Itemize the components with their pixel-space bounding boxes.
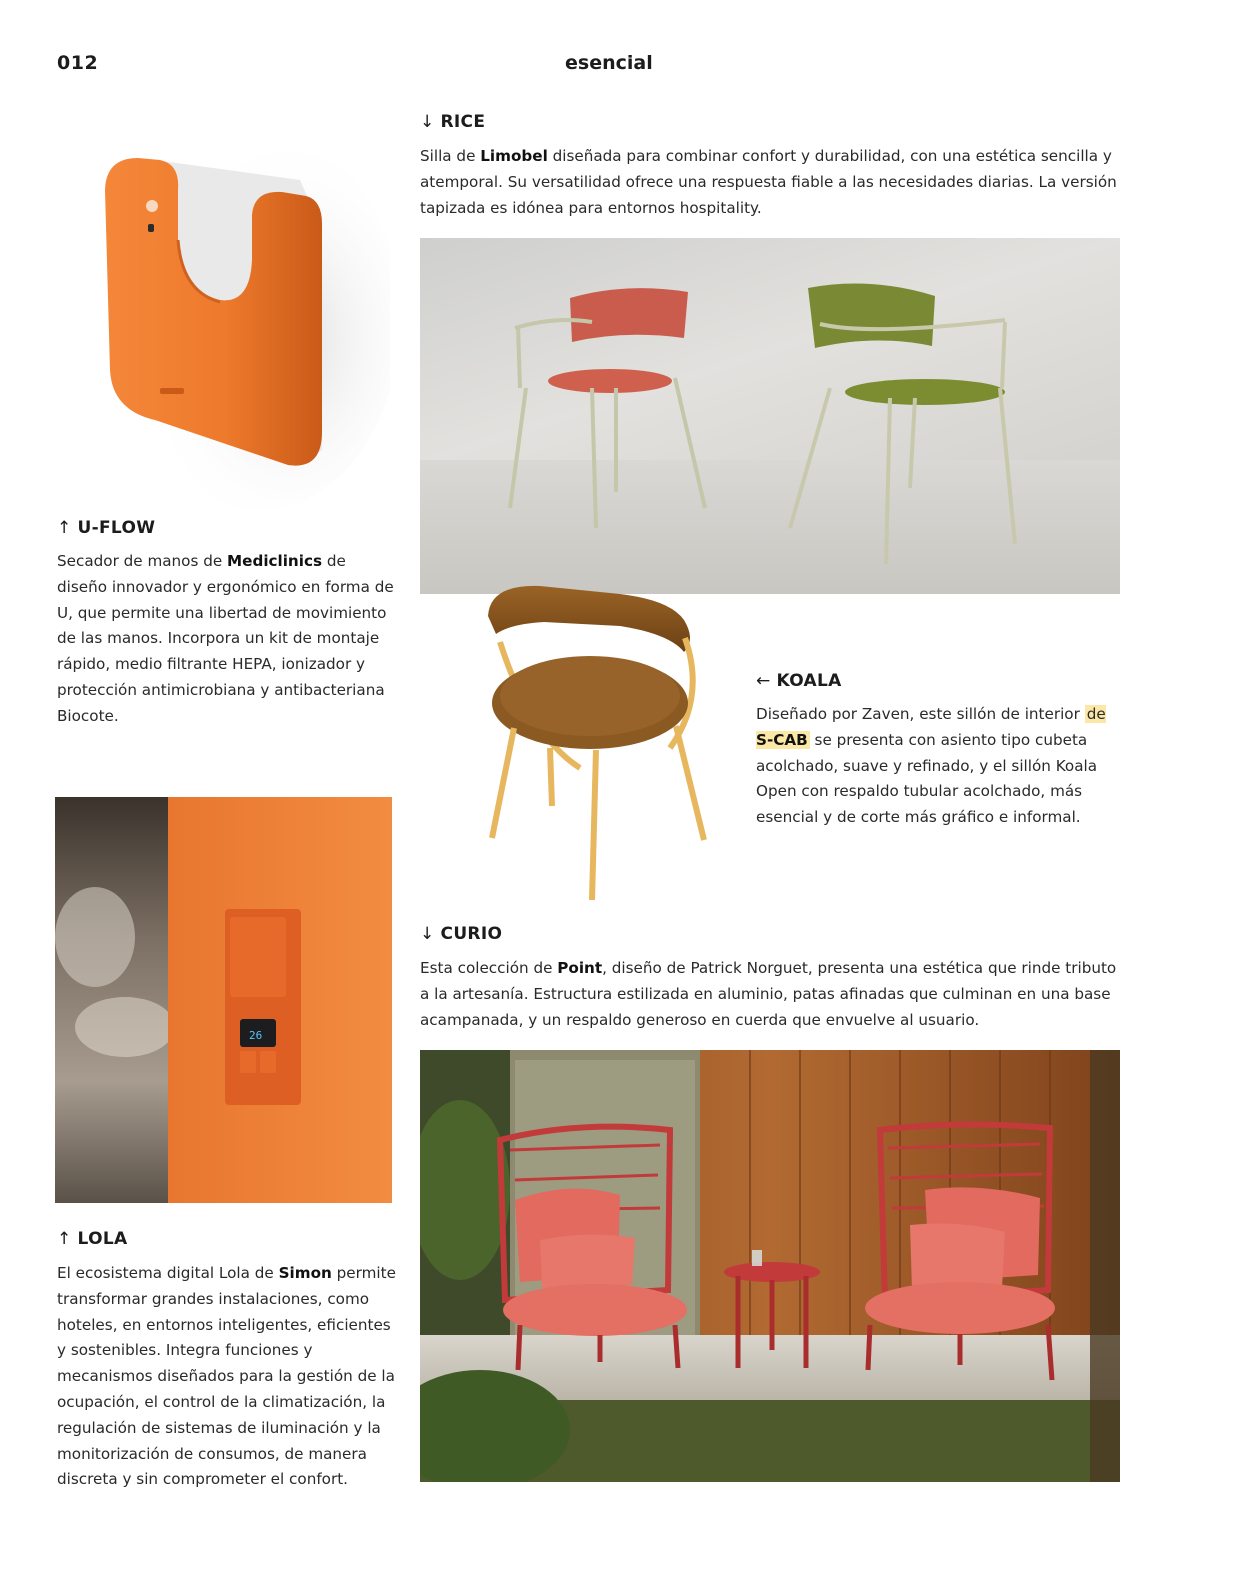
curio-title: CURIO	[440, 924, 503, 944]
uflow-image	[60, 120, 390, 510]
koala-description	[756, 702, 1116, 831]
arrow-down-icon: ↓	[420, 924, 435, 944]
arrow-up-icon: ↑	[57, 1229, 72, 1249]
lola-text-2: permite transformar grandes instalaciones, como hoteles, en entornos inteligentes, eficientes y sostenibles. Integra funciones y mecanismos diseñados para la gestión de la ocupación, el control de la climatización, la regulación de sistemas de iluminación y la monitorización de consumos, de manera discreta y sin comprometer el confort.	[57, 1264, 396, 1489]
arrow-down-icon: ↓	[420, 112, 435, 132]
lola-image	[55, 797, 392, 1203]
arrow-up-icon: ↑	[57, 518, 72, 538]
page-number: 012	[57, 52, 99, 74]
rice-heading	[420, 112, 485, 132]
uflow-title: U-FLOW	[77, 518, 156, 538]
koala-text-2: se presenta con asiento tipo cubeta acolchado, suave y refinado, y el sillón Koala Open con respaldo tubular acolchado, más esencial y de corte más gráfico e informal.	[756, 730, 1098, 827]
curio-image	[420, 1050, 1120, 1482]
curio-heading	[420, 924, 502, 944]
koala-text-1: Diseñado por Zaven, este sillón de interior	[756, 705, 1085, 723]
uflow-text-2: de diseño innovador y ergonómico en forma de U, que permite una libertad de movimiento de las manos. Incorpora un kit de montaje rápido, medio filtrante HEPA, ionizador y protección antimicrobiana y antibacteriana Biocote.	[57, 552, 394, 725]
lola-description	[57, 1261, 399, 1493]
koala-image	[470, 578, 740, 908]
curio-text-2: , diseño de Patrick Norguet, presenta una estética que rinde tributo a la artesanía. Estructura estilizada en aluminio, patas afinadas que culminan en una base acampanada, y un respaldo generoso en cuerda que envuelve al usuario.	[420, 959, 1117, 1029]
lola-heading	[57, 1229, 127, 1249]
uflow-description	[57, 549, 397, 730]
koala-heading	[756, 671, 842, 691]
koala-title: KOALA	[776, 671, 842, 691]
lola-text-1: El ecosistema digital Lola de	[57, 1264, 279, 1282]
section-title: esencial	[565, 52, 653, 74]
arrow-left-icon: ←	[756, 671, 771, 691]
curio-brand: Point	[557, 959, 603, 977]
rice-brand: Limobel	[480, 147, 548, 165]
rice-image	[420, 238, 1120, 594]
curio-text-1: Esta colección de	[420, 959, 558, 977]
uflow-heading	[57, 518, 155, 538]
lola-brand: Simon	[278, 1264, 332, 1282]
rice-text-2: diseñada para combinar confort y durabilidad, con una estética sencilla y atemporal. Su versatilidad ofrece una respuesta fiable a las necesidades diarias. La versión tapizada es idónea para entornos hospitality.	[420, 147, 1117, 217]
koala-de: de	[1086, 705, 1106, 723]
koala-brand: S-CAB	[756, 730, 808, 749]
rice-title: RICE	[440, 112, 486, 132]
switch-display-text: 26	[249, 1029, 263, 1042]
curio-description	[420, 956, 1120, 1033]
lola-title: LOLA	[77, 1229, 128, 1249]
rice-description	[420, 144, 1120, 221]
rice-text-1: Silla de	[420, 147, 481, 165]
uflow-text-1: Secador de manos de	[57, 552, 228, 570]
uflow-brand: Mediclinics	[227, 552, 322, 570]
